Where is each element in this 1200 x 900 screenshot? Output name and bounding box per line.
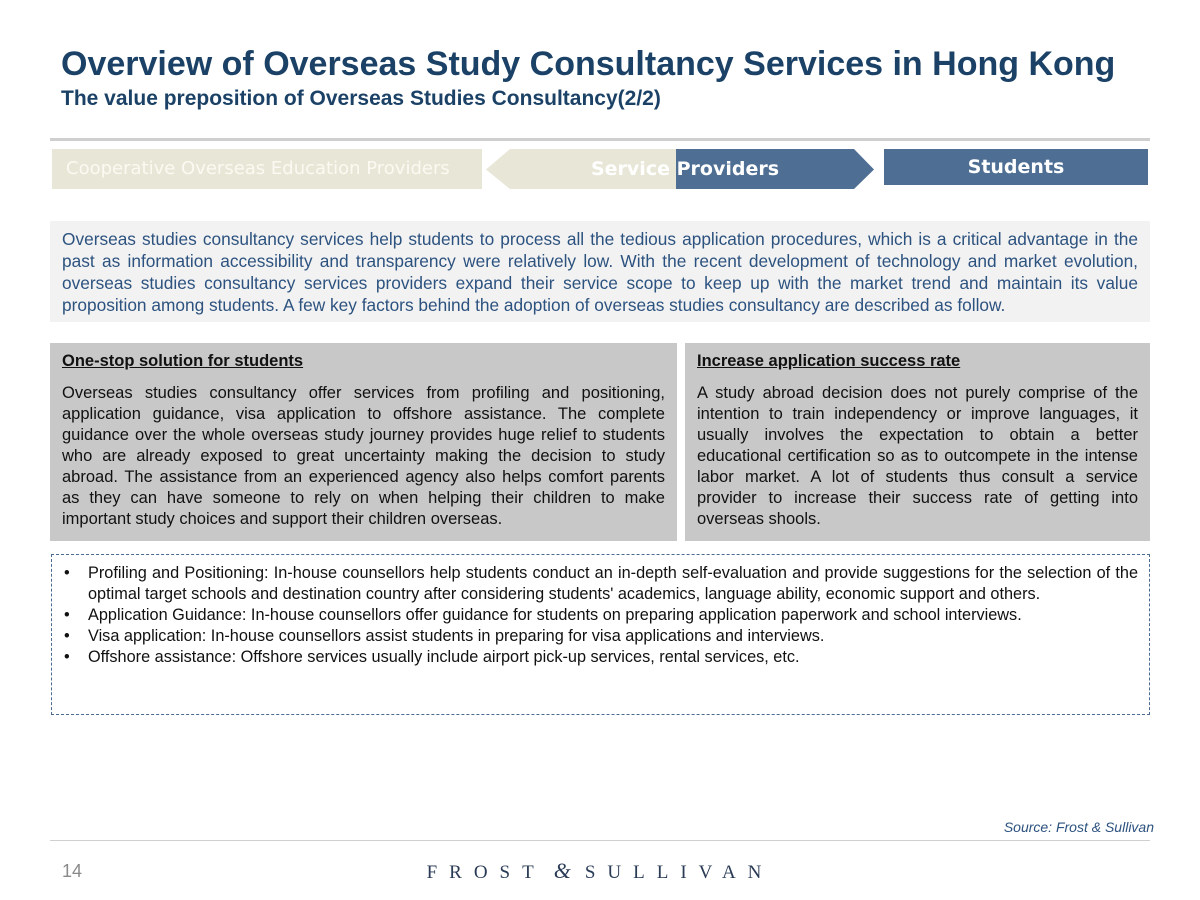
card-body: Overseas studies consultancy offer services from profiling and positioning, application guidance, visa application to offshore assistance. The complete guidance over the whole overseas study journey provides huge relief to students who are already exposed to great uncertainty making the decision to study abroad. The assistance from an experienced agency also helps comfort parents as they can have someone to rely on when helping their children to make important study choices and support their children overseas. bbox=[62, 384, 665, 528]
card-one-stop-solution bbox=[50, 343, 677, 541]
bullet-text: Visa application: In-house counsellors assist students in preparing for visa applications and interviews. bbox=[88, 627, 825, 645]
services-bullet-box bbox=[51, 554, 1150, 715]
flow-stage-students: Students bbox=[884, 149, 1148, 185]
bullet-dot-icon: • bbox=[64, 606, 70, 624]
page-title: Overview of Overseas Study Consultancy Services in Hong Kong bbox=[61, 45, 1116, 83]
card-heading: Increase application success rate bbox=[697, 352, 961, 370]
logo-ampersand: & bbox=[553, 858, 571, 883]
page-number: 14 bbox=[62, 861, 83, 881]
bullet-item bbox=[62, 647, 1138, 668]
bullet-text: Application Guidance: In-house counsellors offer guidance for students on preparing application paperwork and school interviews. bbox=[88, 606, 1022, 624]
bullet-dot-icon: • bbox=[64, 564, 70, 582]
flow-stage-education-providers: Cooperative Overseas Education Providers bbox=[52, 149, 482, 189]
card-success-rate bbox=[685, 343, 1150, 541]
bullet-dot-icon: • bbox=[64, 627, 70, 645]
bullet-text: Profiling and Positioning: In-house counsellors help students conduct an in-depth self-evaluation and provide suggestions for the selection of the optimal target schools and destination country after considering students' academics, language ability, economic support and others. bbox=[88, 564, 1138, 603]
header-divider bbox=[50, 138, 1150, 141]
flow-label-part-1: Servic bbox=[590, 158, 658, 180]
bullet-text: Offshore assistance: Offshore services usually include airport pick-up services, rental services, etc. bbox=[88, 648, 800, 666]
logo-word-left: FROST bbox=[426, 862, 546, 883]
card-body: A study abroad decision does not purely comprise of the intention to train independency or improve languages, it usually involves the expectation to obtain a better educational certification so as to outcompete in the intense labor market. A lot of students thus consult a service provider to increase their success rate of getting into overseas shools. bbox=[697, 384, 1138, 528]
bullet-item bbox=[62, 605, 1138, 626]
services-bullet-list bbox=[62, 563, 1138, 668]
card-heading: One-stop solution for students bbox=[62, 352, 304, 370]
bullet-item bbox=[62, 626, 1138, 647]
page-subtitle: The value preposition of Overseas Studies Consultancy(2/2) bbox=[61, 87, 661, 110]
source-note: Source: Frost & Sullivan bbox=[1003, 819, 1154, 835]
flow-stage-service-providers-label bbox=[590, 149, 780, 189]
flow-label-part-2: e Providers bbox=[657, 158, 780, 180]
bullet-dot-icon: • bbox=[64, 648, 70, 666]
footer-divider bbox=[50, 840, 1150, 841]
logo-word-right: SULLIVAN bbox=[584, 862, 774, 883]
bullet-item bbox=[62, 563, 1138, 605]
intro-paragraph: Overseas studies consultancy services help students to process all the tedious application procedures, which is a critical advantage in the past as information accessibility and transparency were relatively low. With the recent development of technology and market evolution, overseas studies consultancy services providers expand their service scope to keep up with the market trend and maintain its value proposition among students. A few key factors behind the adoption of overseas studies consultancy are described as follow. bbox=[50, 221, 1150, 322]
frost-sullivan-logo bbox=[410, 858, 790, 884]
